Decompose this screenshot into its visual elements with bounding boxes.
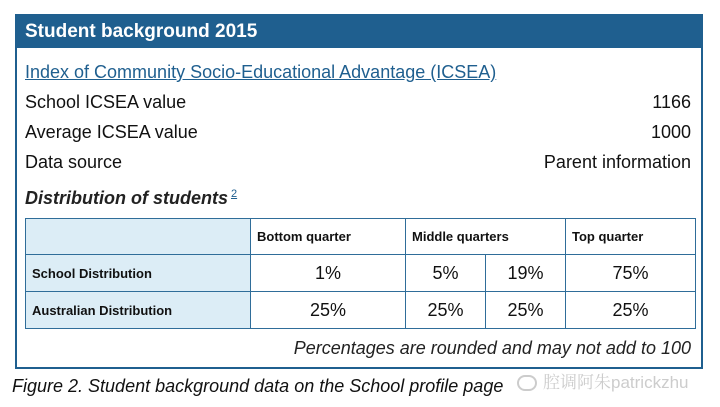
school-icsea-row: [25, 92, 691, 118]
average-icsea-row: [25, 122, 691, 148]
rounding-note: Percentages are rounded and may not add to 100: [293, 338, 691, 358]
data-source-value: Parent information: [543, 152, 691, 172]
school-bottom-value: 1%: [251, 255, 406, 292]
data-source-row: [25, 152, 691, 178]
panel-title: Student background 2015: [17, 16, 701, 48]
figure-caption: Figure 2. Student background data on the School profile page: [12, 376, 504, 396]
school-distribution-label: School Distribution: [26, 255, 251, 292]
australia-middle-high-value: 25%: [486, 292, 566, 329]
australia-top-value: 25%: [566, 292, 696, 329]
icsea-link[interactable]: Index of Community Socio-Educational Advantage (ICSEA): [25, 62, 497, 82]
header-blank-cell: [26, 219, 251, 255]
school-icsea-label: School ICSEA value: [25, 92, 187, 112]
student-background-panel: [15, 14, 703, 369]
header-top-quarter: Top quarter: [566, 219, 696, 255]
wechat-icon: [517, 375, 537, 391]
average-icsea-label: Average ICSEA value: [25, 122, 198, 142]
school-icsea-value: 1166: [652, 92, 691, 112]
watermark-text: 腔调阿朱patrickzhu: [543, 373, 689, 392]
table-header-row: [26, 219, 696, 255]
table-row: [26, 255, 696, 292]
school-middle-high-value: 19%: [486, 255, 566, 292]
data-source-label: Data source: [25, 152, 123, 172]
australia-bottom-value: 25%: [251, 292, 406, 329]
footnote-link[interactable]: 2: [230, 188, 238, 200]
australian-distribution-label: Australian Distribution: [26, 292, 251, 329]
watermark: [517, 368, 688, 393]
school-middle-low-value: 5%: [406, 255, 486, 292]
header-bottom-quarter: Bottom quarter: [251, 219, 406, 255]
table-row: [26, 292, 696, 329]
distribution-title: [25, 188, 237, 209]
average-icsea-value: 1000: [650, 122, 691, 142]
australia-middle-low-value: 25%: [406, 292, 486, 329]
school-top-value: 75%: [566, 255, 696, 292]
distribution-title-text: Distribution of students: [25, 188, 228, 208]
header-middle-quarters: Middle quarters: [406, 219, 566, 255]
distribution-table: [25, 218, 696, 329]
